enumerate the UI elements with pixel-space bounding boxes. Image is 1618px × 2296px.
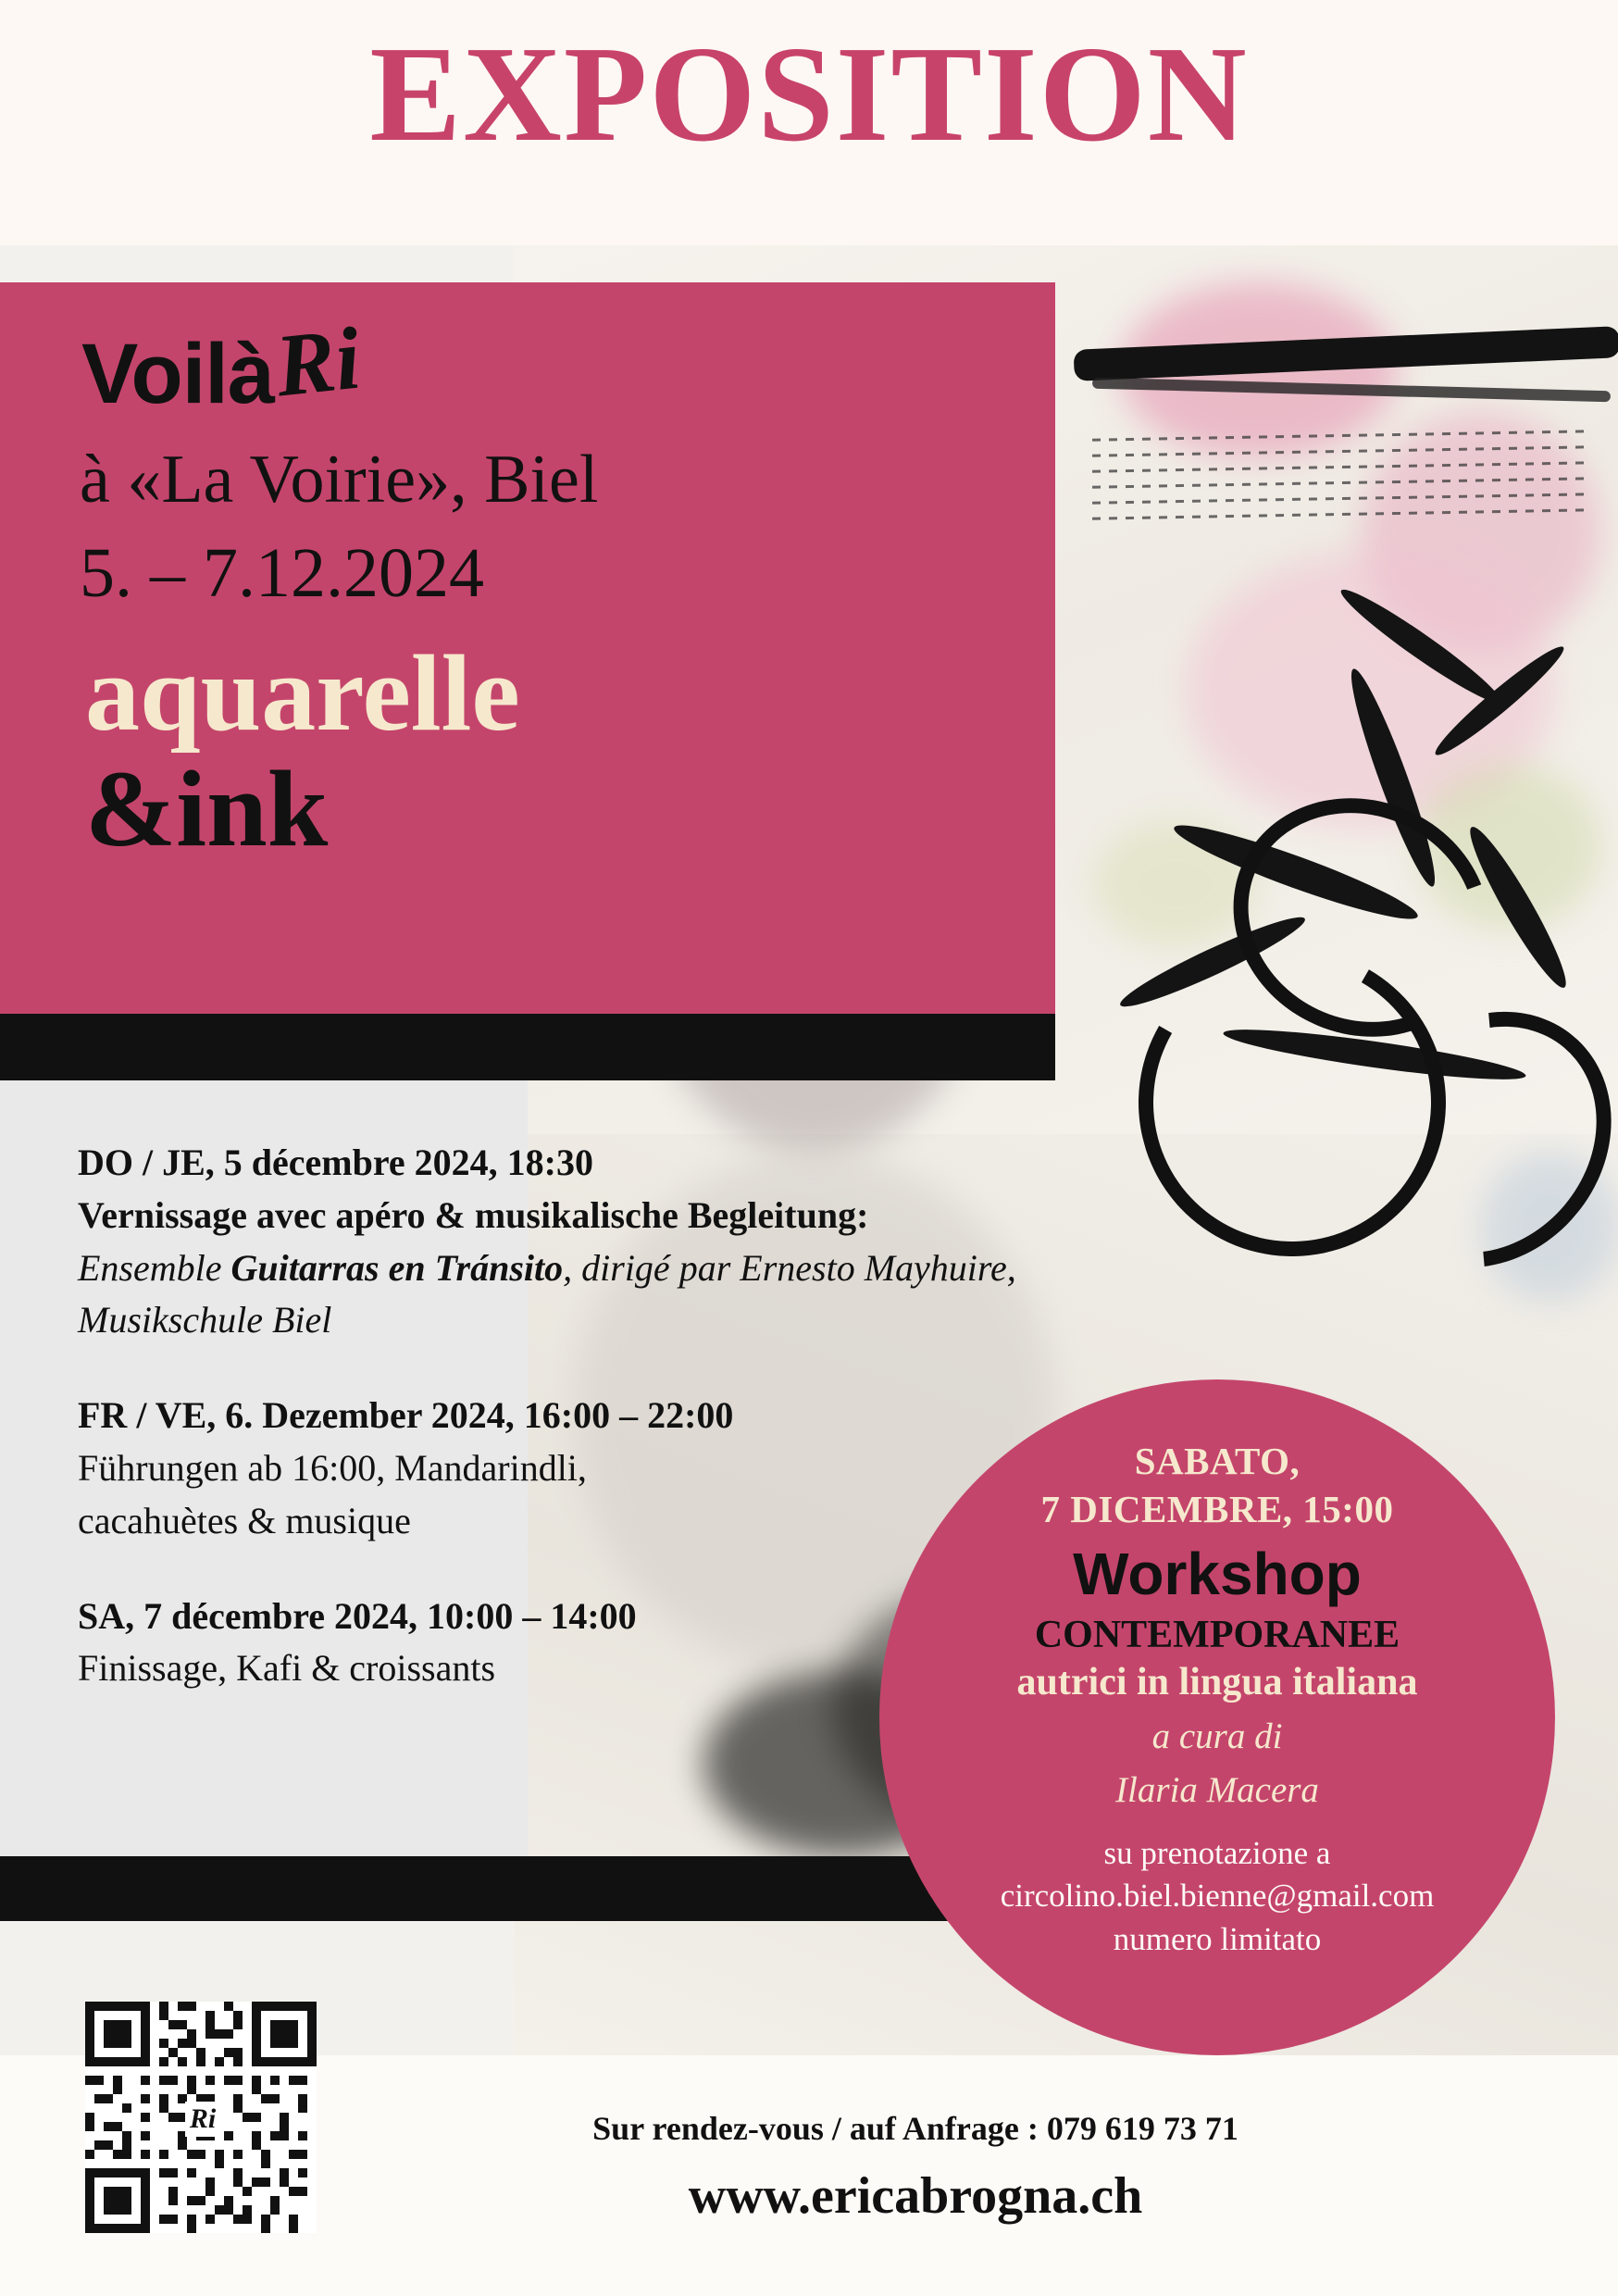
schedule-detail (78, 1242, 1031, 1295)
schedule-detail: Finissage, Kafi & croissants (78, 1647, 496, 1690)
ensemble-name: Guitarras en Tránsito (230, 1246, 564, 1289)
schedule-heading: FR / VE, 6. Dezember 2024, 16:00 – 22:00 (78, 1394, 734, 1437)
venue-line: à «La Voirie», Biel (80, 442, 599, 518)
workshop-date: 7 DICEMBRE, 15:00 (1040, 1488, 1394, 1531)
workshop-curator-name: Ilaria Macera (1115, 1769, 1319, 1810)
workshop-topic-line1: CONTEMPORANEE (1034, 1614, 1400, 1657)
workshop-booking-note: numero limitato (1113, 1920, 1322, 1957)
poster-header (0, 0, 1618, 245)
schedule-detail: Führungen ab 16:00, Mandarindli, (78, 1446, 587, 1489)
title-block (0, 282, 1055, 1014)
page-title: EXPOSITION (369, 19, 1249, 170)
schedule-subheading: Vernissage avec apéro & musikalische Begleitung: (78, 1193, 869, 1236)
brand-name (81, 307, 366, 421)
ensemble-conductor: , dirigé par Ernesto Mayhuire, (563, 1246, 1016, 1289)
brand-ri-mark: Ri (270, 307, 366, 416)
exhibition-dates: 5. – 7.12.2024 (80, 534, 484, 612)
workshop-booking-email[interactable]: circolino.biel.bienne@gmail.com (1000, 1878, 1435, 1915)
divider-bar-top (0, 1014, 1055, 1080)
website-link[interactable]: www.ericabrogna.ch (688, 2167, 1143, 2225)
ensemble-prefix: Ensemble (78, 1246, 231, 1289)
brand-voila: Voilà (81, 327, 275, 421)
schedule-heading: SA, 7 décembre 2024, 10:00 – 14:00 (78, 1594, 637, 1637)
schedule-heading: DO / JE, 5 décembre 2024, 18:30 (78, 1142, 593, 1183)
workshop-topic-line2: autrici in lingua italiana (1016, 1660, 1418, 1703)
workshop-booking-line1: su prenotazione a (1103, 1835, 1331, 1872)
qr-logo-ri: Ri (185, 2102, 220, 2137)
schedule-detail-line2: cacahuètes & musique (78, 1499, 411, 1541)
schedule-detail-line2: Musikschule Biel (78, 1299, 332, 1341)
contact-line: Sur rendez-vous / auf Anfrage : 079 619 73 71 (592, 2110, 1238, 2147)
workshop-day: SABATO, (1134, 1440, 1301, 1482)
medium-aquarelle: aquarelle (85, 632, 520, 754)
workshop-curator-label: a cura di (1151, 1716, 1283, 1757)
workshop-badge (879, 1379, 1555, 2055)
schedule-item (78, 1137, 1031, 1347)
medium-ink: &ink (85, 748, 329, 869)
workshop-title: Workshop (1073, 1540, 1362, 1607)
handwriting-scribble (1092, 421, 1592, 588)
